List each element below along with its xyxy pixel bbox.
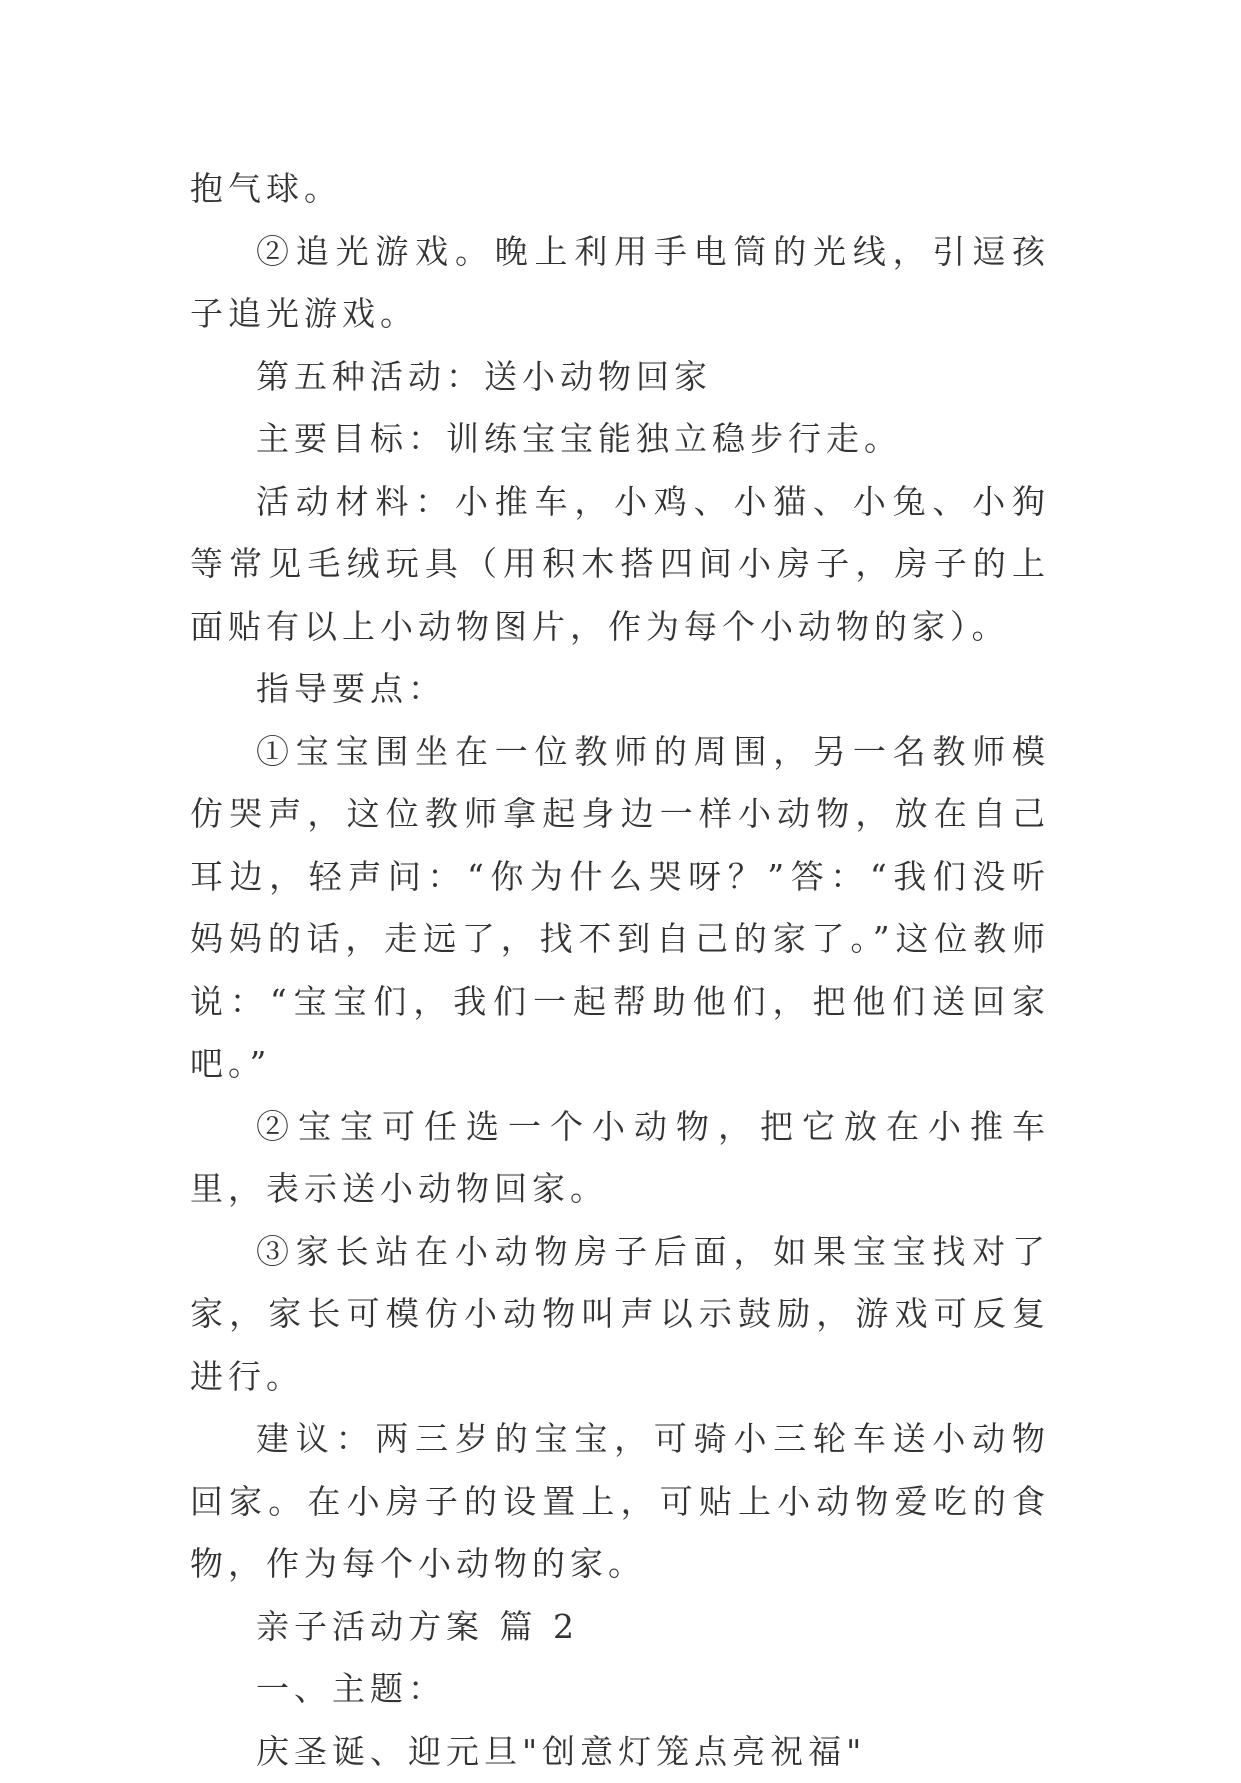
document-body	[190, 158, 1050, 1783]
guidance-step-2: ②宝宝可任选一个小动物，把它放在小推车里，表示送小动物回家。	[190, 1096, 1050, 1221]
section-title-plan-2: 亲子活动方案 篇 2	[190, 1596, 1050, 1659]
activity-materials: 活动材料：小推车，小鸡、小猫、小兔、小狗等常见毛绒玩具（用积木搭四间小房子，房子的上面贴有以上小动物图片，作为每个小动物的家）。	[190, 471, 1050, 659]
guidance-step-3: ③家长站在小动物房子后面，如果宝宝找对了家，家长可模仿小动物叫声以示鼓励，游戏可反复进行。	[190, 1221, 1050, 1409]
guidance-heading: 指导要点：	[190, 658, 1050, 721]
suggestion: 建议：两三岁的宝宝，可骑小三轮车送小动物回家。在小房子的设置上，可贴上小动物爱吃的食物，作为每个小动物的家。	[190, 1408, 1050, 1596]
paragraph-light-chasing-game: ②追光游戏。晚上利用手电筒的光线，引逗孩子追光游戏。	[190, 221, 1050, 346]
main-goal: 主要目标：训练宝宝能独立稳步行走。	[190, 408, 1050, 471]
theme-heading: 一、主题：	[190, 1658, 1050, 1721]
paragraph-continuation: 抱气球。	[190, 158, 1050, 221]
theme-text: 庆圣诞、迎元旦"创意灯笼点亮祝福"	[190, 1721, 1050, 1783]
activity-five-heading: 第五种活动：送小动物回家	[190, 346, 1050, 409]
guidance-step-1: ①宝宝围坐在一位教师的周围，另一名教师模仿哭声，这位教师拿起身边一样小动物，放在自己耳边，轻声问：“你为什么哭呀？”答：“我们没听妈妈的话，走远了，找不到自己的家了。”这位教师说：“宝宝们，我们一起帮助他们，把他们送回家吧。”	[190, 721, 1050, 1096]
